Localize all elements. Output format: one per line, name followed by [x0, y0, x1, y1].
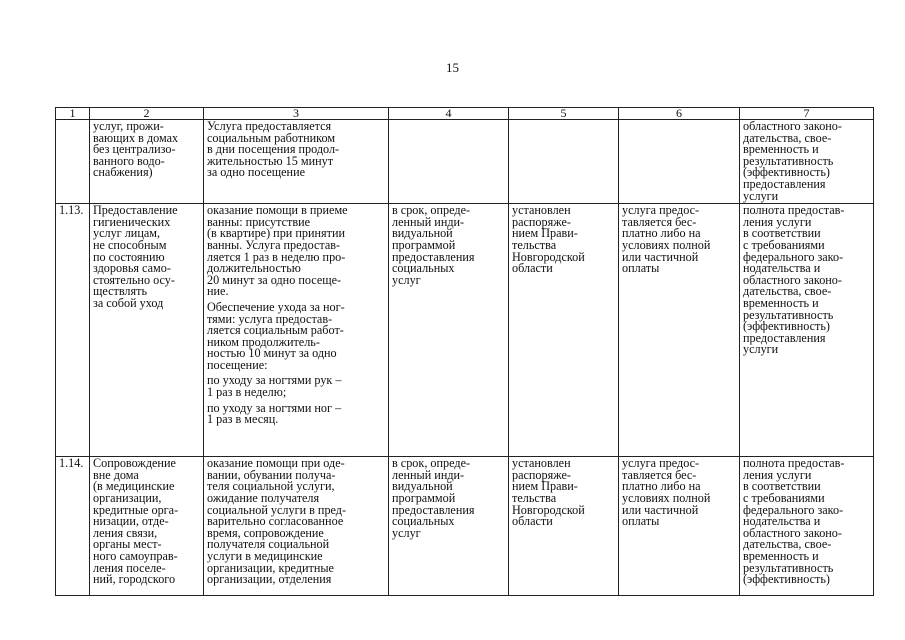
quality-criteria: полнота предостав- ления услуги в соответствии с требованиями федерального зако- нодательства и областного законо- дательства, свое- временность и результативность (эффективность): [740, 457, 874, 596]
service-term: в срок, опреде- ленный инди- видуальной программой предоставления социальных услуг: [389, 204, 509, 457]
column-number: 4: [389, 108, 509, 120]
service-content: [204, 120, 389, 204]
service-conditions: [619, 120, 740, 204]
content-paragraph: по уходу за ногтями ног – 1 раз в месяц.: [207, 400, 342, 427]
row-number: 1.14.: [56, 457, 90, 596]
service-term: в срок, опреде- ленный инди- видуальной программой предоставления социальных услуг: [389, 457, 509, 596]
content-paragraph: оказание помощи при оде- вании, обувании получа- теля социальной услуги, ожидание получателя социальной услуги в пред- варительно согласованное время, сопровождение получателя социальной услуги в медицинские организации, кредитные организации, отделения: [207, 456, 347, 587]
column-number: 1: [56, 108, 90, 120]
service-term: [389, 120, 509, 204]
column-number: 3: [204, 108, 389, 120]
service-name: услуг, прожи- вающих в домах без централизо- ванного водо- снабжения): [90, 120, 204, 204]
row-number: [56, 120, 90, 204]
service-name: Предоставление гигиенических услуг лицам, не способным по состоянию здоровья само- стоятельно осу- ществлять за собой уход: [90, 204, 204, 457]
column-number: 7: [740, 108, 874, 120]
service-conditions: услуга предос- тавляется бес- платно либо на условиях полной или частичной оплаты: [619, 204, 740, 457]
page-number: 15: [446, 60, 459, 75]
table-row: [56, 457, 874, 596]
content-paragraph: Обеспечение ухода за ног- тями: услуга предостав- ляется социальным работ- ником продолжитель- ностью 10 минут за одно посещение:: [207, 299, 345, 372]
service-cost: [509, 120, 619, 204]
content-paragraph: Услуга предоставляется социальным работником в дни посещения продол- жительностью 15 минут за одно посещение: [207, 119, 340, 180]
table-row: [56, 204, 874, 457]
content-paragraph: по уходу за ногтями рук – 1 раз в неделю;: [207, 373, 342, 400]
service-cost: установлен распоряже- нием Прави- тельства Новгородской области: [509, 457, 619, 596]
quality-criteria: полнота предостав- ления услуги в соответствии с требованиями федерального зако- нодательства и областного законо- дательства, свое- временность и результативность (эффективность) предоставления услуги: [740, 204, 874, 457]
column-number-row: [56, 108, 874, 120]
service-conditions: услуга предос- тавляется бес- платно либо на условиях полной или частичной оплаты: [619, 457, 740, 596]
service-name: Сопровождение вне дома (в медицинские организации, кредитные орга- низации, отде- ления связи, органы мест- ного самоуправ- ления поселе- ний, городского: [90, 457, 204, 596]
services-table: [55, 107, 874, 596]
quality-criteria: областного законо- дательства, свое- временность и результативность (эффективность) предоставления услуги: [740, 120, 874, 204]
column-number: 5: [509, 108, 619, 120]
service-cost: установлен распоряже- нием Прави- тельства Новгородской области: [509, 204, 619, 457]
column-number: 2: [90, 108, 204, 120]
row-number: 1.13.: [56, 204, 90, 457]
content-paragraph: оказание помощи в приеме ванны: присутствие (в квартире) при принятии ванны. Услуга предостав- ляется 1 раз в неделю про- должительностью 20 минут за одно посеще- ние.: [207, 203, 348, 299]
service-content: [204, 204, 389, 457]
service-content: [204, 457, 389, 596]
table-row: [56, 120, 874, 204]
column-number: 6: [619, 108, 740, 120]
